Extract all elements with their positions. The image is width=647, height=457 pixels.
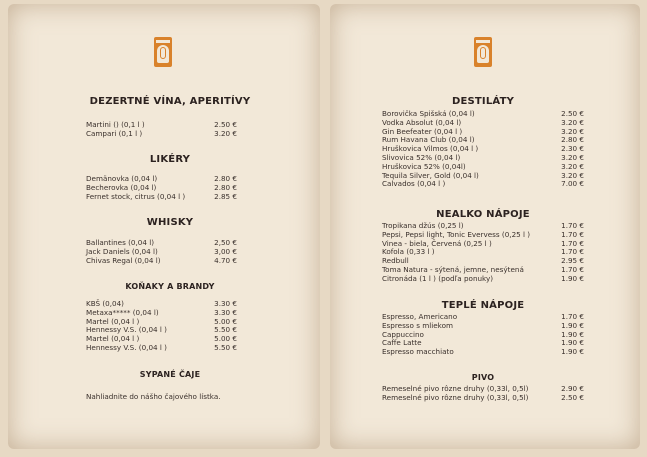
item-price: 1.70 € bbox=[561, 312, 584, 321]
restaurant-logo-icon bbox=[474, 37, 492, 67]
section-title: KOŇAKY A BRANDY bbox=[125, 282, 215, 291]
item-price: 1.70 € bbox=[561, 238, 584, 248]
items-konaky bbox=[86, 300, 237, 353]
right-page bbox=[330, 4, 640, 449]
item-price: 3.20 € bbox=[561, 170, 584, 180]
item-name: Remeselné pivo rôzne druhy (0,33l, 0,5l) bbox=[382, 392, 529, 402]
item-price: 1.90 € bbox=[561, 320, 584, 330]
item-name: Redbull bbox=[382, 256, 409, 266]
item-price: 1.70 € bbox=[561, 247, 584, 257]
section-title: WHISKY bbox=[146, 217, 194, 228]
item-price: 2.90 € bbox=[561, 384, 584, 393]
item-name: Toma Natura - sýtená, jemne, nesýtená bbox=[382, 264, 524, 274]
section-title: DESTILÁTY bbox=[451, 96, 515, 107]
section-nealko bbox=[382, 209, 584, 220]
section-destilaty bbox=[382, 96, 584, 107]
item-name: Espresso s mliekom bbox=[382, 320, 453, 330]
item-name: Caffe Latte bbox=[382, 338, 422, 348]
section-dezertne-vina bbox=[86, 96, 254, 107]
item-name: Jack Daniels (0,04 l) bbox=[86, 246, 158, 256]
item-price: 1.70 € bbox=[561, 229, 584, 239]
item-name: KBŠ (0,04) bbox=[86, 299, 124, 308]
item-price: 5.50 € bbox=[214, 325, 237, 335]
item-name: Vodka Absolut (0,04 l) bbox=[382, 117, 462, 127]
item-name: Hruškovica 52% (0,04l) bbox=[382, 161, 466, 171]
item-price: 3.20 € bbox=[561, 126, 584, 136]
section-teple bbox=[382, 300, 584, 311]
item-name: Espresso, Americano bbox=[382, 312, 458, 321]
item-price: 5.50 € bbox=[214, 342, 237, 352]
item-price: 3.20 € bbox=[561, 117, 584, 127]
item-name: Campari (0,1 l ) bbox=[86, 128, 143, 138]
item-name: Ballantines (0,04 l) bbox=[86, 238, 155, 247]
section-title: PIVO bbox=[471, 373, 495, 382]
item-name: Hennessy V.S. (0,04 l ) bbox=[86, 342, 167, 352]
item-price: 2.95 € bbox=[561, 256, 584, 266]
item-name: Remeselné pivo rôzne druhy (0,33l, 0,5l) bbox=[382, 384, 529, 393]
menu-item bbox=[382, 248, 584, 257]
items-pivo bbox=[382, 385, 584, 403]
item-name: Tequila Silver, Gold (0,04 l) bbox=[382, 170, 479, 180]
section-likery bbox=[86, 154, 254, 165]
item-name: Rum Havana Club (0,04 l) bbox=[382, 135, 475, 145]
item-name: Hruškovica Vilmos (0,04 l ) bbox=[382, 144, 479, 154]
item-name: Vinea - biela, Červená (0,25 l ) bbox=[382, 238, 492, 248]
item-price: 3,00 € bbox=[214, 246, 237, 256]
menu-item bbox=[86, 130, 237, 139]
item-price: 1.90 € bbox=[561, 347, 584, 357]
menu-item bbox=[382, 275, 584, 284]
item-price: 3.30 € bbox=[214, 299, 237, 308]
item-name: Calvados (0,04 l ) bbox=[382, 179, 446, 189]
item-price: 2.50 € bbox=[561, 392, 584, 402]
item-name: Espresso macchiato bbox=[382, 347, 454, 357]
item-price: 2.85 € bbox=[214, 191, 237, 201]
item-price: 3.20 € bbox=[561, 152, 584, 162]
item-name: Pepsi, Pepsi light, Tonic Evervess (0,25 l ) bbox=[382, 229, 531, 239]
item-price: 3.20 € bbox=[214, 128, 237, 138]
item-price: 2,50 € bbox=[214, 238, 237, 247]
menu-item bbox=[382, 348, 584, 357]
item-name: Demänovka (0,04 l) bbox=[86, 174, 158, 183]
item-price: 2.30 € bbox=[561, 144, 584, 154]
menu-item bbox=[382, 180, 584, 189]
item-price: 1.70 € bbox=[561, 264, 584, 274]
items-whisky bbox=[86, 239, 237, 265]
section-sypane-caje bbox=[86, 370, 254, 379]
menu-item bbox=[86, 257, 237, 266]
section-title: DEZERTNÉ VÍNA, APERITÍVY bbox=[89, 96, 251, 107]
item-price: 2.80 € bbox=[214, 182, 237, 192]
item-name: Becherovka (0,04 l) bbox=[86, 182, 157, 192]
item-name: Cappuccino bbox=[382, 329, 424, 339]
section-title: TEPLÉ NÁPOJE bbox=[441, 300, 525, 311]
section-title: NEALKO NÁPOJE bbox=[436, 209, 530, 220]
item-price: 3.20 € bbox=[561, 161, 584, 171]
item-name: Slivovica 52% (0,04 l) bbox=[382, 152, 461, 162]
item-name: Chivas Regal (0,04 l) bbox=[86, 255, 161, 265]
item-price: 2.50 € bbox=[561, 109, 584, 118]
item-price: 5.00 € bbox=[214, 316, 237, 326]
tea-note: Nahliadnite do nášho čajového lístka. bbox=[86, 392, 221, 401]
item-name: Metaxa***** (0,04 l) bbox=[86, 307, 159, 317]
items-teple bbox=[382, 313, 584, 357]
item-price: 1.90 € bbox=[561, 273, 584, 283]
item-price: 2.80 € bbox=[561, 135, 584, 145]
item-name: Martel (0,04 l ) bbox=[86, 334, 140, 344]
menu-item bbox=[382, 394, 584, 403]
item-price: 1.70 € bbox=[561, 221, 584, 230]
section-konaky bbox=[86, 282, 254, 291]
left-page bbox=[8, 4, 320, 449]
item-price: 5.00 € bbox=[214, 334, 237, 344]
item-name: Martel (0,04 l ) bbox=[86, 316, 140, 326]
items-nealko bbox=[382, 222, 584, 284]
restaurant-logo-icon bbox=[154, 37, 172, 67]
item-price: 4.70 € bbox=[214, 255, 237, 265]
items-destilaty bbox=[382, 110, 584, 189]
section-title: SYPANÉ ČAJE bbox=[139, 370, 201, 379]
items-likery bbox=[86, 175, 237, 201]
item-price: 3.30 € bbox=[214, 307, 237, 317]
item-name: Borovička Spišská (0,04 l) bbox=[382, 109, 475, 118]
section-pivo bbox=[382, 373, 584, 382]
item-name: Citronáda (1 l ) (podľa ponuky) bbox=[382, 273, 494, 283]
item-name: Kofola (0,33 l ) bbox=[382, 247, 435, 257]
item-price: 2.80 € bbox=[214, 174, 237, 183]
item-price: 1.90 € bbox=[561, 329, 584, 339]
menu-item bbox=[86, 344, 237, 353]
item-name: Fernet stock, citrus (0,04 l ) bbox=[86, 191, 186, 201]
item-name: Hennessy V.S. (0,04 l ) bbox=[86, 325, 167, 335]
items-dezertne-vina bbox=[86, 121, 237, 139]
tea-note-wrap bbox=[86, 392, 256, 401]
item-name: Martini () (0,1 l ) bbox=[86, 120, 145, 129]
item-price: 7.00 € bbox=[561, 179, 584, 189]
menu-item bbox=[86, 193, 237, 202]
item-name: Gin Beefeater (0,04 l ) bbox=[382, 126, 463, 136]
item-price: 2.50 € bbox=[214, 120, 237, 129]
section-whisky bbox=[86, 217, 254, 228]
item-name: Tropikana džús (0,25 l) bbox=[382, 221, 464, 230]
section-title: LIKÉRY bbox=[149, 154, 191, 165]
item-price: 1.90 € bbox=[561, 338, 584, 348]
